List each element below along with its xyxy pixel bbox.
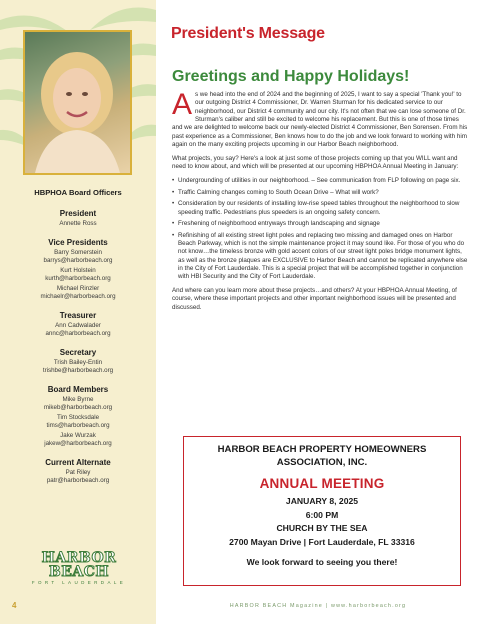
list-item: • Freshening of neighborhood entryways through landscaping and signage bbox=[172, 220, 468, 228]
officer-name: Tim Stocksdale bbox=[56, 414, 100, 421]
officer-email[interactable]: patr@harborbeach.org bbox=[46, 477, 110, 484]
officer-group-vice-presidents bbox=[0, 238, 156, 301]
officer-name: Annette Ross bbox=[59, 220, 97, 227]
role-label: President bbox=[59, 209, 97, 218]
meeting-date: JANUARY 8, 2025 bbox=[285, 496, 359, 506]
officer-email[interactable]: barrys@harborbeach.org bbox=[43, 257, 113, 264]
association-name-line2: ASSOCIATION, INC. bbox=[276, 456, 368, 468]
role-label: Secretary bbox=[59, 348, 97, 357]
officer-name: Michael Rinzler bbox=[56, 285, 100, 292]
list-item: • Consideration by our residents of installing low-rise speed tables throughout the neighborhood to slow speeding traffic. Pedestrians plus speeders is an ongoing safety concern. bbox=[172, 200, 468, 217]
project-list bbox=[172, 177, 468, 282]
meeting-venue: CHURCH BY THE SEA bbox=[276, 523, 368, 533]
officer-email[interactable]: annc@harborbeach.org bbox=[45, 330, 111, 337]
officer-name: Ann Cadwalader bbox=[55, 322, 101, 329]
officer-email[interactable]: kurth@harborbeach.org bbox=[45, 275, 111, 282]
drop-cap: A bbox=[172, 88, 193, 121]
role-label: Current Alternate bbox=[45, 458, 111, 467]
role-label: Board Members bbox=[47, 385, 109, 394]
officer-name: Pat Riley bbox=[65, 469, 91, 476]
closing-paragraph: And where can you learn more about these projects…and others? At your HBPHOA Annual Meeting, of course, where these important projects and other important neighborhood issues will be presented and discussed. bbox=[172, 287, 457, 311]
meeting-address: 2700 Mayan Drive | Fort Lauderdale, FL 33316 bbox=[229, 536, 415, 547]
officer-email[interactable]: mikeb@harborbeach.org bbox=[43, 404, 113, 411]
role-label: Vice Presidents bbox=[48, 238, 108, 247]
page-title: President's Message bbox=[171, 25, 325, 42]
page-footer: HARBOR BEACH Magazine | www.harborbeach.org bbox=[229, 603, 407, 609]
officer-group-secretary bbox=[0, 348, 156, 375]
officer-name: Kurt Holstein bbox=[60, 267, 96, 274]
officer-name: Trish Bailey-Entin bbox=[53, 359, 103, 366]
projects-paragraph: What projects, you say? Here's a look at just some of those projects coming up that you WILL want and need to know about, and which will be presented at our upcoming HBPHOA Annual Meeting in January: bbox=[172, 154, 459, 171]
officers-sidebar bbox=[0, 0, 156, 624]
intro-text: s we head into the end of 2024 and the beginning of 2025, I want to say a special 'Thank you!' to our outgoing District 4 Commissioner, Dr. Warren Sturman for his dedicated service to our neighborhood, our District 4 community and our city. It's not often that we can lose someone of Dr. Sturman's caliber and still be excited to welcome his replacement. But this is one of those times and we are delighted to welcome back our newly-elected District 4 Commissioner, Ben Sorensen. From his past experience as a Commissioner, Ben knows how to do the job and we look forward to working with him again on the many exciting projects upcoming in our Harbor Beach neighborhood. bbox=[172, 91, 468, 149]
meeting-invitation: We look forward to seeing you there! bbox=[246, 557, 398, 567]
meeting-title: ANNUAL MEETING bbox=[259, 476, 385, 491]
meeting-time: 6:00 PM bbox=[305, 509, 339, 520]
logo-wordmark: HARBOR BEACH bbox=[41, 550, 117, 580]
article-body bbox=[172, 88, 468, 318]
greeting-heading: Greetings and Happy Holidays! bbox=[172, 68, 410, 85]
officer-group-board-members bbox=[0, 385, 156, 448]
logo-subtitle: FORT LAUDERDALE bbox=[31, 580, 127, 585]
officer-group-treasurer bbox=[0, 311, 156, 338]
role-label: Treasurer bbox=[59, 311, 97, 320]
officer-email[interactable]: trishbe@harborbeach.org bbox=[42, 367, 114, 374]
officer-email[interactable]: michaelr@harborbeach.org bbox=[40, 293, 116, 300]
intro-paragraph bbox=[172, 88, 468, 149]
association-name-line1: HARBOR BEACH PROPERTY HOMEOWNERS bbox=[217, 444, 427, 455]
officer-email[interactable]: tims@harborbeach.org bbox=[46, 422, 110, 429]
list-item: • Refinishing of all existing street light poles and replacing two missing and damaged ones on Harbor Beach Parkway, which is not the simple maintenance project it may sound like. For those of you who do not know…the timeless bronze with gold accent colors of our street light poles bridge monument lights, as well as the bronze plaques are EXCLUSIVE to Harbor Beach and cannot be replicated anywhere else in the City of Fort Lauderdale. This is a special project that will be accomplished together in conjunction with HBI Security and the City of Fort Lauderdale. bbox=[172, 232, 468, 282]
annual-meeting-box bbox=[183, 436, 461, 586]
list-item: • Undergrounding of utilities in our neighborhood. – See communication from FLP following on page six. bbox=[172, 177, 468, 185]
officer-name: Jake Wurzak bbox=[60, 432, 96, 439]
officer-group-president bbox=[0, 209, 156, 228]
officers-heading: HBPHOA Board Officers bbox=[34, 188, 122, 197]
board-officers-list bbox=[0, 188, 156, 487]
list-item: • Traffic Calming changes coming to South Ocean Drive – What will work? bbox=[172, 189, 468, 197]
page-number: 4 bbox=[12, 601, 17, 610]
officer-group-current-alternate bbox=[0, 458, 156, 485]
officer-email[interactable]: jakew@harborbeach.org bbox=[44, 440, 112, 447]
harbor-beach-logo bbox=[24, 551, 134, 585]
officer-name: Mike Byrne bbox=[62, 396, 94, 403]
officer-name: Barry Somerstein bbox=[54, 249, 102, 256]
portrait-illustration bbox=[25, 32, 130, 173]
president-photo bbox=[23, 30, 132, 175]
